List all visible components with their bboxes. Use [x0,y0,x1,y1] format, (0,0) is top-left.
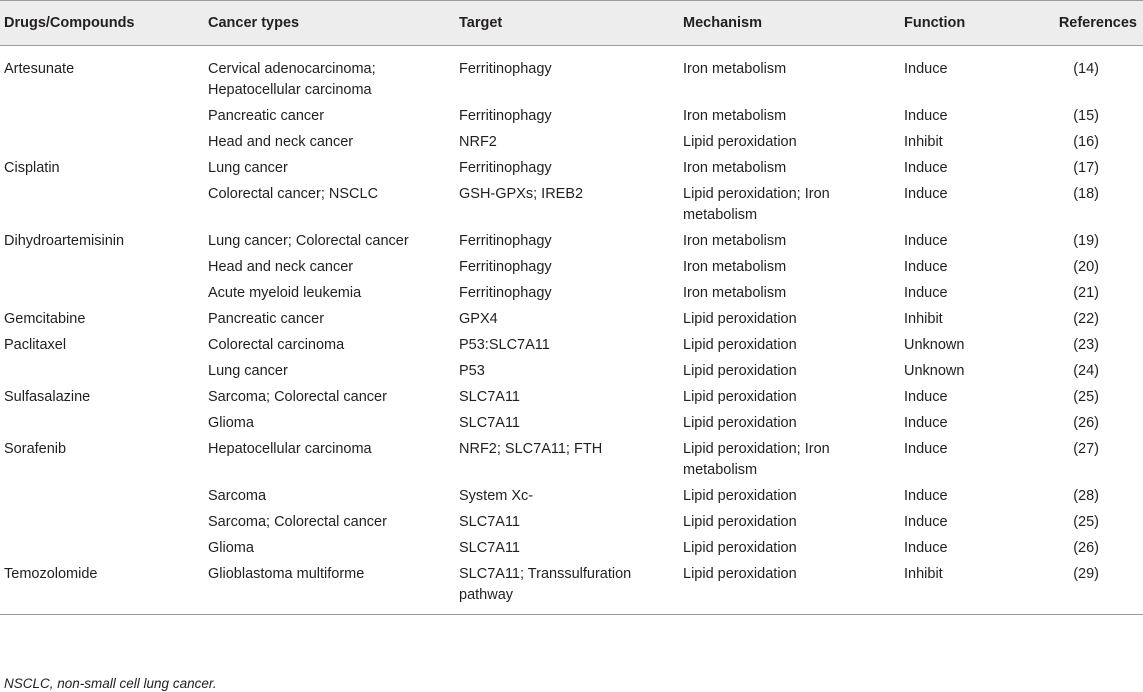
cell-reference: (20) [1073,259,1099,275]
cell-mechanism: Lipid peroxidation [683,488,797,504]
cell-reference: (26) [1073,415,1099,431]
cell-reference: (26) [1073,540,1099,556]
cell-reference: (28) [1073,488,1099,504]
cell-reference: (25) [1073,514,1099,530]
cell-function: Induce [904,233,948,249]
cell-drug [0,281,204,307]
cell-drug: Sorafenib [4,441,67,457]
cell-drug [0,484,204,510]
cell-function: Induce [904,186,948,202]
column-header-references: References [1028,1,1143,46]
column-header-function: Function [900,1,1028,46]
cell-drug: Temozolomide [0,562,204,615]
cell-target: P53 [459,363,485,379]
cell-target: GPX4 [459,311,498,327]
cell-reference: (17) [1073,160,1099,176]
cell-cancer-type: Head and neck cancer [208,134,354,150]
cell-mechanism: Lipid peroxidation [679,562,900,615]
cell-reference: (27) [1073,441,1099,457]
table-row [0,359,1143,385]
cell-reference: (21) [1073,285,1099,301]
cell-mechanism: Iron metabolism [683,108,787,124]
cell-drug [0,130,204,156]
cell-function: Unknown [904,363,965,379]
cell-function: Inhibit [904,134,943,150]
cell-drug [0,255,204,281]
cell-reference: (19) [1073,233,1099,249]
cell-mechanism: Lipid peroxidation [683,389,797,405]
cell-mechanism: Iron metabolism [683,285,787,301]
table-row [0,510,1143,536]
table-body [0,46,1143,615]
cell-mechanism: Iron metabolism [683,233,787,249]
cell-cancer-type: Sarcoma [208,488,267,504]
cell-cancer-type: Lung cancer; Colorectal cancer [208,233,409,249]
cell-mechanism: Lipid peroxidation [683,311,797,327]
cell-mechanism: Iron metabolism [683,259,787,275]
table-row [0,307,1143,333]
cell-target: System Xc- [459,488,534,504]
cell-mechanism: Lipid peroxidation; Iron metabolism [683,186,830,223]
table-row [0,484,1143,510]
cell-target: SLC7A11; Transsulfuration pathway [455,562,679,615]
cell-mechanism: Lipid peroxidation [683,363,797,379]
cell-reference: (15) [1073,108,1099,124]
cell-mechanism: Lipid peroxidation [683,134,797,150]
cell-drug: Dihydroartemisinin [4,233,125,249]
cell-mechanism: Iron metabolism [683,160,787,176]
cell-function: Induce [904,285,948,301]
cell-target: Ferritinophagy [459,259,552,275]
table-footnote: NSCLC, non-small cell lung cancer. [4,676,217,691]
cell-cancer-type: Acute myeloid leukemia [208,285,362,301]
table-row [0,46,1143,105]
table-header [0,1,1143,46]
cell-cancer-type: Lung cancer [208,160,288,176]
cell-drug [0,510,204,536]
cell-cancer-type: Glioma [208,540,254,556]
cell-function: Induce [904,488,948,504]
table-row [0,229,1143,255]
cell-cancer-type: Glioma [208,415,254,431]
cell-reference: (29) [1028,562,1143,615]
cell-reference: (23) [1073,337,1099,353]
cell-cancer-type: Colorectal carcinoma [208,337,345,353]
cell-cancer-type: Sarcoma; Colorectal cancer [208,389,387,405]
cell-drug: Paclitaxel [4,337,67,353]
cell-target: P53:SLC7A11 [459,337,550,353]
cell-reference: (16) [1073,134,1099,150]
table-row [0,182,1143,229]
cell-reference: (22) [1073,311,1099,327]
column-header-cancer-types: Cancer types [204,1,455,46]
cell-target: SLC7A11 [459,415,520,431]
table-row [0,437,1143,484]
cell-mechanism: Lipid peroxidation [683,415,797,431]
cell-target: SLC7A11 [459,540,520,556]
cell-cancer-type: Sarcoma; Colorectal cancer [208,514,387,530]
table-row [0,333,1143,359]
cell-reference: (24) [1073,363,1099,379]
cell-target: Ferritinophagy [459,233,552,249]
cell-drug [0,104,204,130]
cell-cancer-type: Cervical adenocarcinoma; Hepatocellular carcinoma [208,61,376,98]
cell-function: Induce [904,441,948,457]
cell-function: Induce [904,415,948,431]
cell-function: Induce [904,540,948,556]
cell-drug: Sulfasalazine [4,389,91,405]
column-header-mechanism: Mechanism [679,1,900,46]
cell-function: Induce [904,108,948,124]
cell-cancer-type: Glioblastoma multiforme [204,562,455,615]
cell-target: Ferritinophagy [459,160,552,176]
column-header-target: Target [455,1,679,46]
cell-reference: (18) [1073,186,1099,202]
cell-target: GSH-GPXs; IREB2 [459,186,584,202]
table-row [0,562,1143,615]
cell-function: Unknown [904,337,965,353]
table-row [0,156,1143,182]
cell-target: Ferritinophagy [459,108,552,124]
cell-target: NRF2 [459,134,497,150]
cell-function: Induce [904,61,948,77]
cell-mechanism: Lipid peroxidation [683,514,797,530]
table-row [0,385,1143,411]
cell-function: Induce [904,259,948,275]
table-row [0,281,1143,307]
cell-drug [0,411,204,437]
cell-function: Induce [904,389,948,405]
cell-mechanism: Lipid peroxidation [683,337,797,353]
cell-cancer-type: Pancreatic cancer [208,108,325,124]
cell-reference: (25) [1073,389,1099,405]
cell-target: SLC7A11 [459,514,520,530]
cell-target: SLC7A11 [459,389,520,405]
cell-cancer-type: Head and neck cancer [208,259,354,275]
cell-cancer-type: Colorectal cancer; NSCLC [208,186,379,202]
cell-drug: Gemcitabine [4,311,86,327]
table-row [0,104,1143,130]
cell-mechanism: Iron metabolism [683,61,787,77]
column-header-drugs: Drugs/Compounds [0,1,204,46]
cell-target: Ferritinophagy [459,285,552,301]
cell-cancer-type: Lung cancer [208,363,288,379]
header-row [0,1,1143,46]
cell-drug [0,536,204,562]
table-row [0,411,1143,437]
cell-target: Ferritinophagy [459,61,552,77]
cell-function: Induce [904,514,948,530]
cell-drug: Artesunate [4,61,75,77]
cell-mechanism: Lipid peroxidation [683,540,797,556]
cell-cancer-type: Hepatocellular carcinoma [208,441,372,457]
cell-mechanism: Lipid peroxidation; Iron metabolism [683,441,830,478]
table-row [0,255,1143,281]
cell-reference: (14) [1073,61,1099,77]
cell-drug [0,182,204,229]
cell-cancer-type: Pancreatic cancer [208,311,325,327]
table-row [0,130,1143,156]
cell-function: Induce [904,160,948,176]
table-row [0,536,1143,562]
cell-function: Inhibit [904,311,943,327]
cell-drug: Cisplatin [4,160,60,176]
cell-target: NRF2; SLC7A11; FTH [459,441,603,457]
cell-function: Inhibit [900,562,1028,615]
cell-drug [0,359,204,385]
